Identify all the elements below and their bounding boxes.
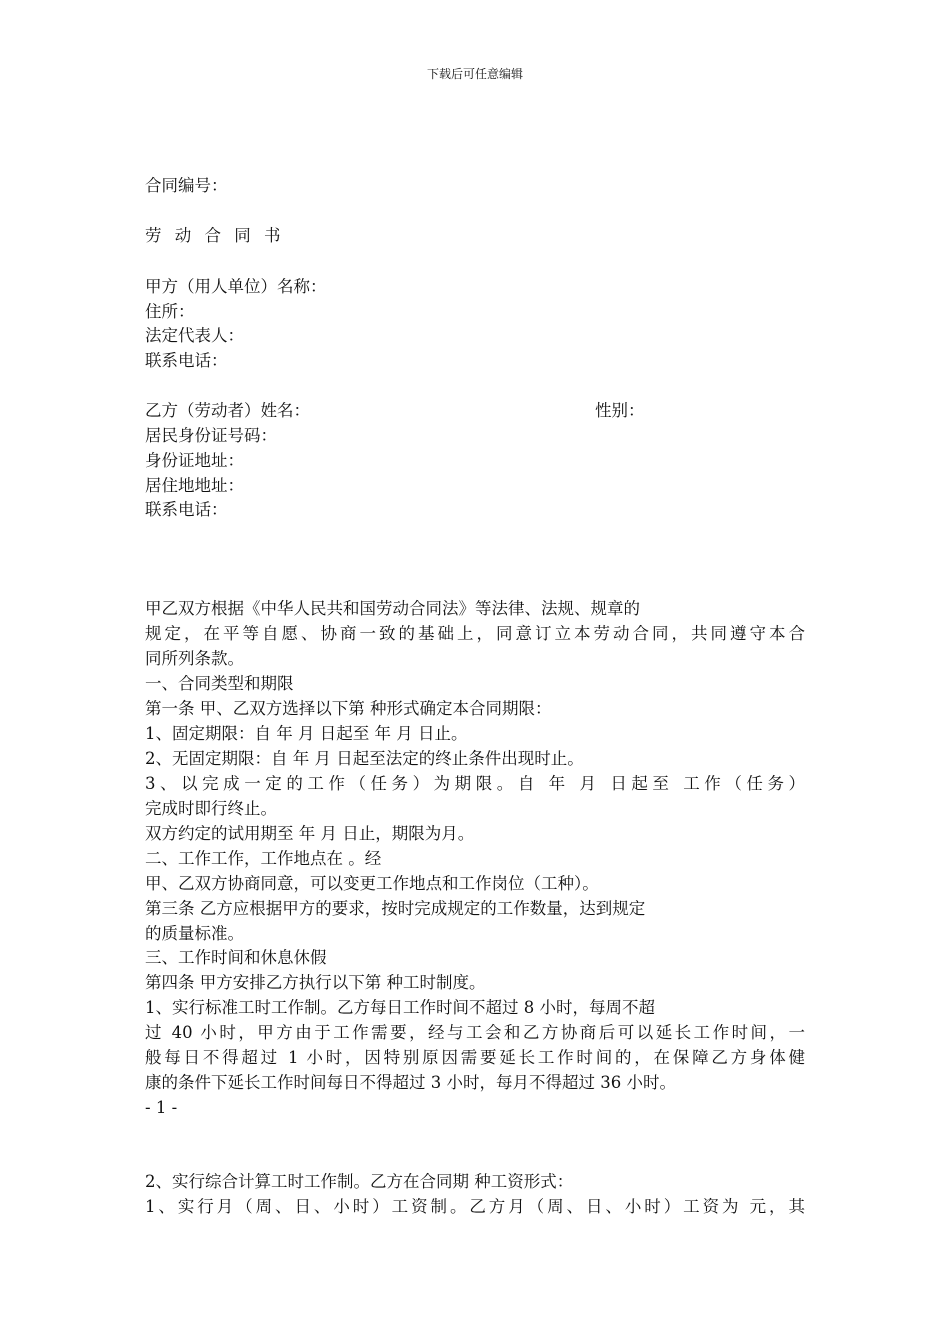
party-a-name: 甲方（用人单位）名称： [145, 277, 327, 296]
party-b-phone: 联系电话： [145, 500, 228, 519]
party-a-address: 住所： [145, 302, 195, 321]
body-line: 3、以完成一定的工作（任务）为期限。自 年 月 日起至 工作（任务） [145, 774, 805, 793]
body-line: 过 40 小时，甲方由于工作需要，经与工会和乙方协商后可以延长工作时间，一 [145, 1023, 805, 1042]
section-heading: 二、工作工作，工作地点在 。经 [145, 849, 382, 868]
body-line: 甲乙双方根据《中华人民共和国劳动合同法》等法律、法规、规章的 [145, 599, 640, 618]
body-line: 第一条 甲、乙双方选择以下第 种形式确定本合同期限： [145, 699, 552, 718]
contract-number-label: 合同编号： [145, 176, 228, 195]
body-line: 2、无固定期限：自 年 月 日起至法定的终止条件出现时止。 [145, 749, 584, 768]
document-title: 劳 动 合 同 书 [145, 226, 285, 245]
body-line: 2、实行综合计算工时工作制。乙方在合同期 种工资形式： [145, 1172, 574, 1191]
body-line: 规定，在平等自愿、协商一致的基础上，同意订立本劳动合同，共同遵守本合 [145, 624, 805, 643]
body-line: 康的条件下延长工作时间每日不得超过 3 小时，每月不得超过 36 小时。 [145, 1073, 676, 1092]
section-heading: 三、工作时间和休息休假 [145, 948, 327, 967]
body-line: 第三条 乙方应根据甲方的要求，按时完成规定的工作数量，达到规定 [145, 899, 646, 918]
page-header: 下载后可任意编辑 [426, 67, 523, 81]
party-b-id-address: 身份证地址： [145, 451, 244, 470]
party-b-residence: 居住地地址： [145, 476, 244, 495]
section-heading: 一、合同类型和期限 [145, 674, 294, 693]
body-line: 完成时即行终止。 [145, 799, 277, 818]
party-b-id-number: 居民身份证号码： [145, 426, 277, 445]
body-line: 甲、乙双方协商同意，可以变更工作地点和工作岗位（工种）。 [145, 874, 599, 893]
party-a-phone: 联系电话： [145, 351, 228, 370]
party-b-name: 乙方（劳动者）姓名： [145, 401, 310, 420]
body-line: 1、固定期限：自 年 月 日起至 年 月 日止。 [145, 724, 468, 743]
body-line: 般每日不得超过 1 小时，因特别原因需要延长工作时间的，在保障乙方身体健 [145, 1048, 805, 1067]
body-line: 1、实行月（周、日、小时）工资制。乙方月（周、日、小时）工资为 元，其 [145, 1197, 805, 1216]
body-line: 1、实行标准工时工作制。乙方每日工作时间不超过 8 小时，每周不超 [145, 998, 655, 1017]
party-b-gender: 性别： [595, 401, 645, 420]
party-a-legal-rep: 法定代表人： [145, 326, 244, 345]
body-line: 双方约定的试用期至 年 月 日止，期限为月。 [145, 824, 475, 843]
body-line: 的质量标准。 [145, 924, 244, 943]
page-number: - 1 - [145, 1098, 178, 1117]
body-line: 同所列条款。 [145, 649, 244, 668]
body-line: 第四条 甲方安排乙方执行以下第 种工时制度。 [145, 973, 486, 992]
